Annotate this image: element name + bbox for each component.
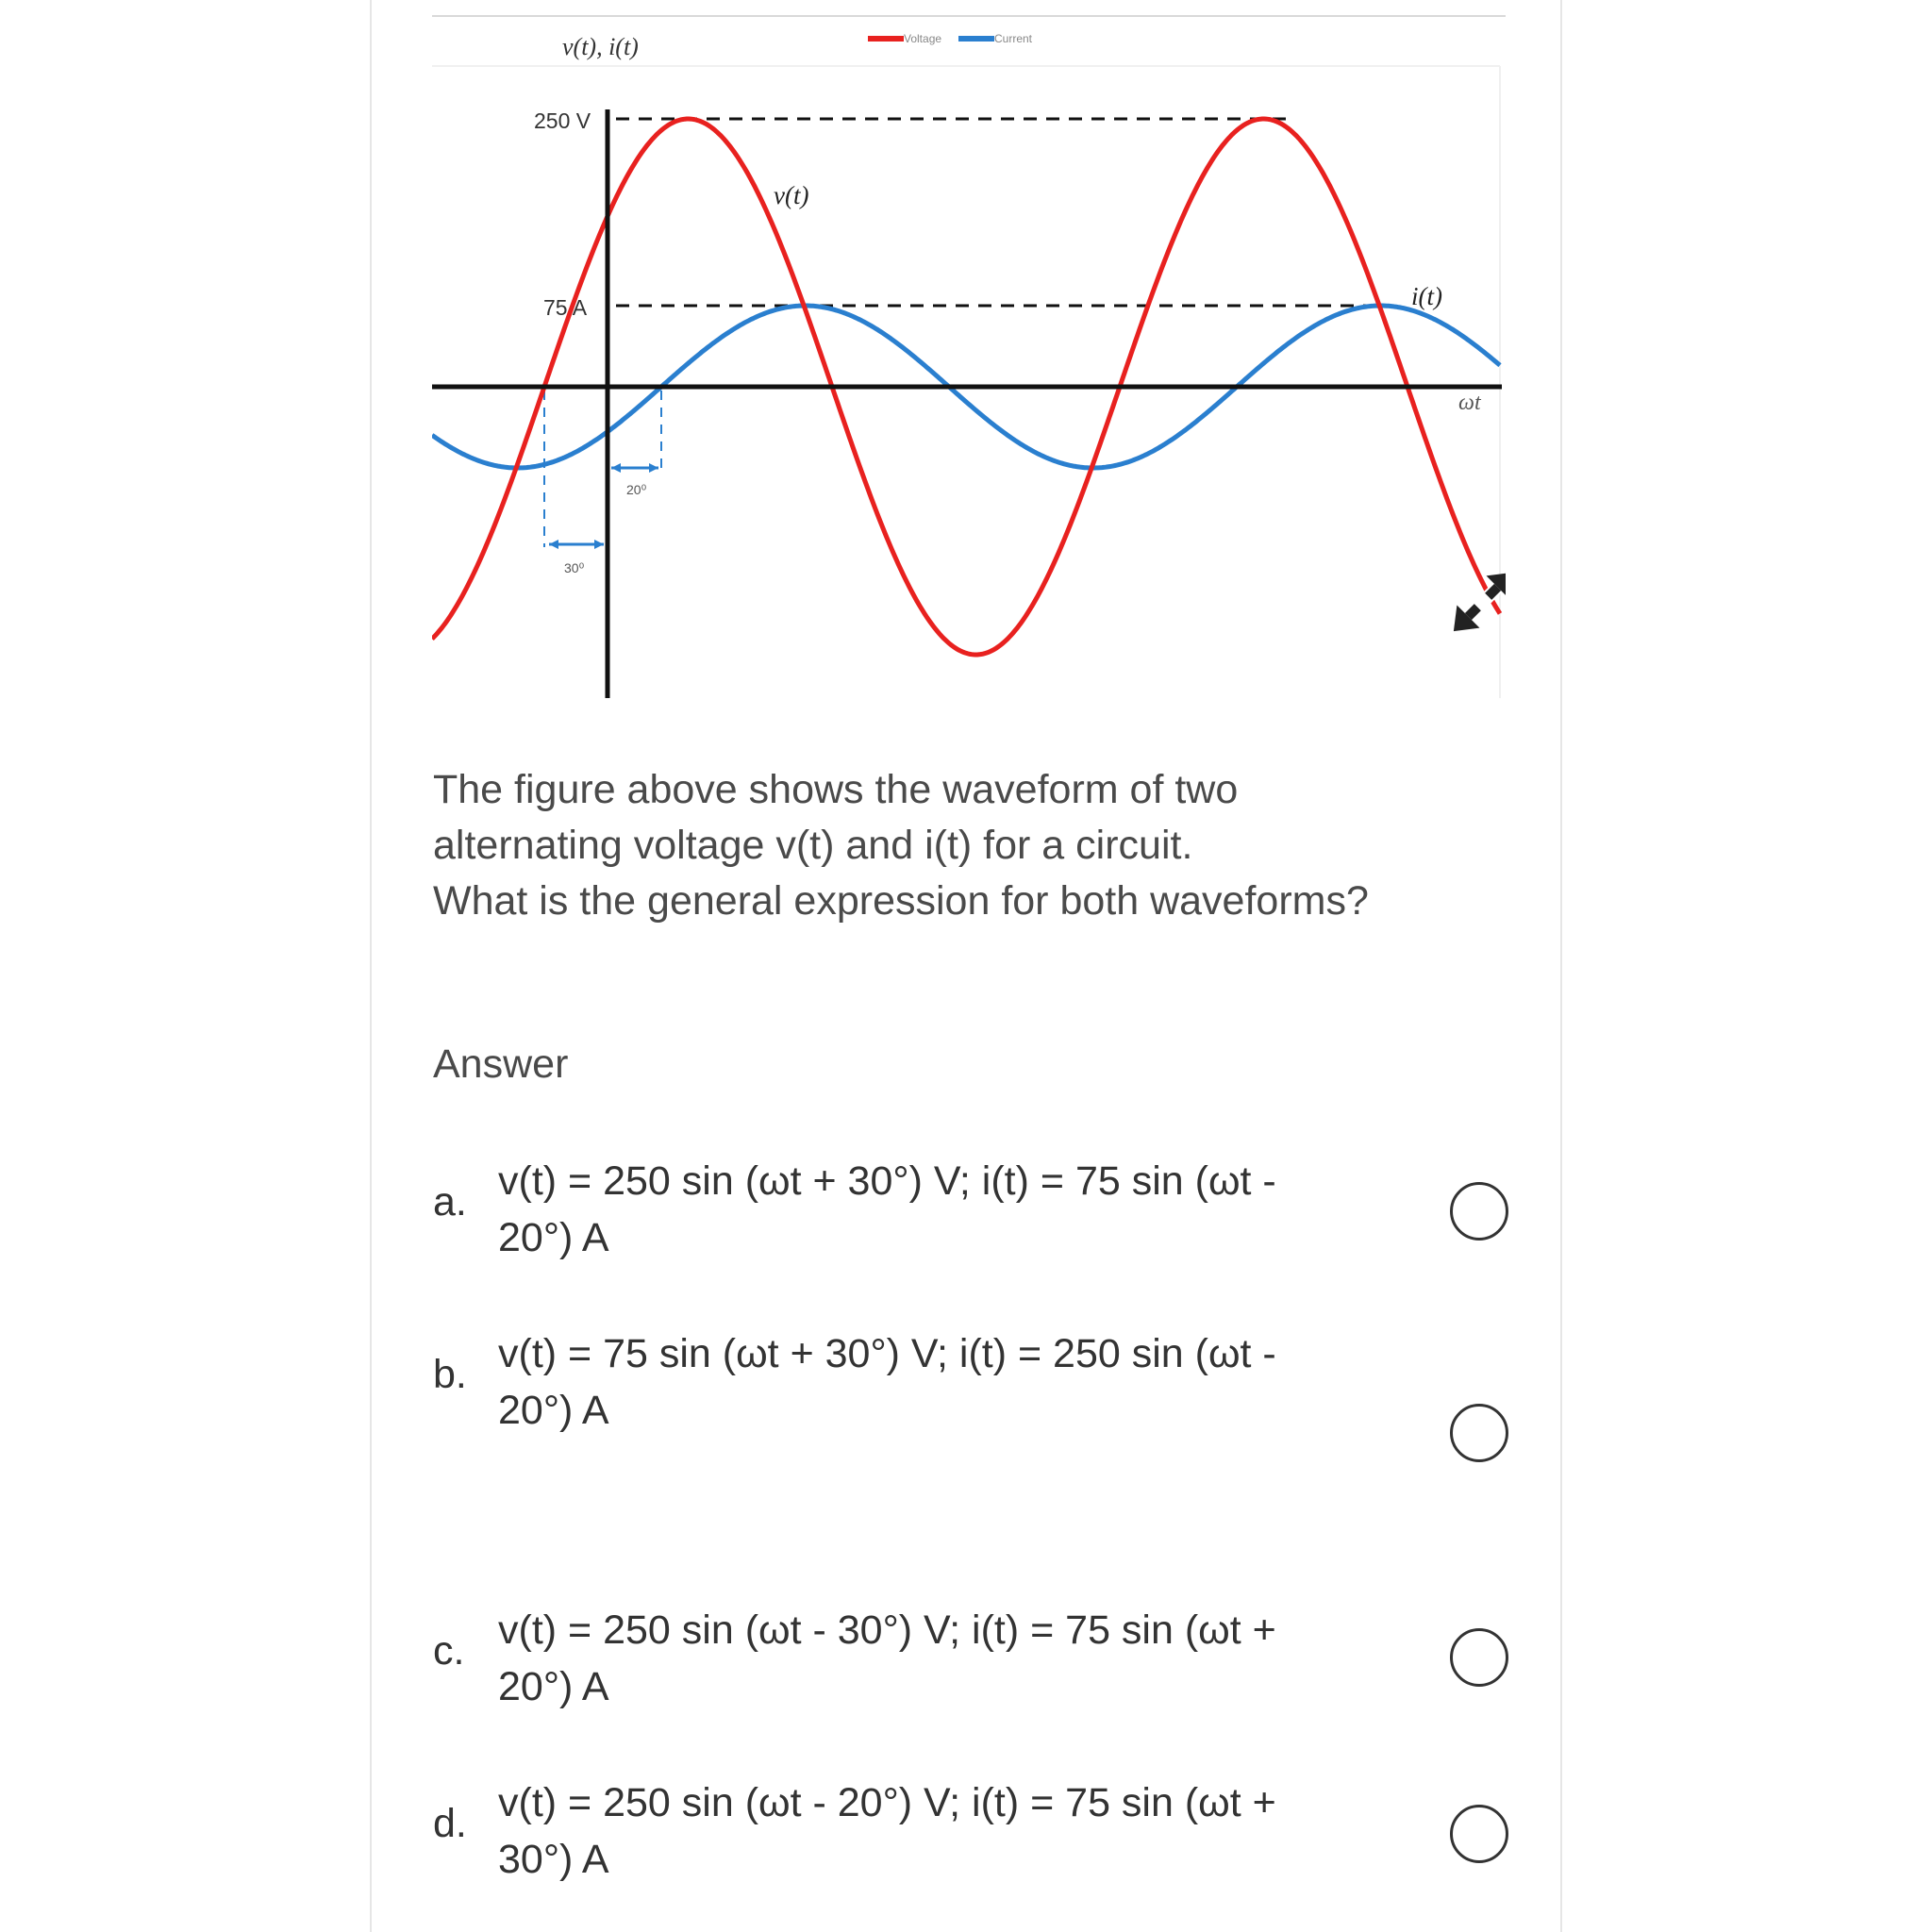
current-curve-label: i(t) <box>1411 282 1442 310</box>
option-text-line: 20°) A <box>498 1664 609 1709</box>
option-text-line: v(t) = 250 sin (ωt + 30°) V; i(t) = 75 sin (ωt - <box>498 1158 1276 1204</box>
waveform-figure <box>432 19 1506 708</box>
option-c-radio[interactable] <box>1450 1628 1508 1687</box>
option-text <box>498 1602 1366 1715</box>
option-letter: a. <box>433 1179 467 1224</box>
option-d-radio[interactable] <box>1450 1805 1508 1863</box>
option-text-line: v(t) = 75 sin (ωt + 30°) V; i(t) = 250 sin (ωt - <box>498 1331 1276 1376</box>
option-letter: d. <box>433 1801 467 1846</box>
option-text-line: 30°) A <box>498 1837 609 1882</box>
option-text-line: 20°) A <box>498 1388 609 1433</box>
current-phase-label: 20⁰ <box>626 482 647 497</box>
option-text <box>498 1153 1366 1266</box>
option-b-radio[interactable] <box>1450 1404 1508 1462</box>
question-text <box>433 762 1508 929</box>
option-a-radio[interactable] <box>1450 1182 1508 1241</box>
option-c[interactable] <box>433 1602 1508 1724</box>
option-text-line: v(t) = 250 sin (ωt - 20°) V; i(t) = 75 sin (ωt + <box>498 1780 1276 1825</box>
voltage-level-label: 250 V <box>534 108 591 133</box>
legend-current-label: Current <box>994 32 1033 45</box>
expand-arrows-icon[interactable] <box>1442 561 1506 642</box>
divider <box>432 15 1506 17</box>
option-a[interactable] <box>433 1153 1508 1275</box>
question-line: alternating voltage v(t) and i(t) for a circuit. <box>433 823 1193 868</box>
voltage-curve-label: v(t) <box>774 181 809 209</box>
x-axis-label: ωt <box>1458 391 1481 415</box>
legend-voltage-label: Voltage <box>904 32 942 45</box>
option-text <box>498 1774 1366 1888</box>
question-line: What is the general expression for both waveforms? <box>433 878 1369 924</box>
option-letter: b. <box>433 1352 467 1397</box>
option-text-line: 20°) A <box>498 1215 609 1260</box>
answer-label: Answer <box>433 1041 569 1087</box>
option-b[interactable] <box>433 1325 1508 1448</box>
option-text-line: v(t) = 250 sin (ωt - 30°) V; i(t) = 75 sin (ωt + <box>498 1607 1276 1653</box>
option-letter: c. <box>433 1628 465 1674</box>
option-text <box>498 1325 1366 1439</box>
y-axis-label: v(t), i(t) <box>562 33 639 60</box>
waveform-svg <box>432 19 1506 708</box>
question-line: The figure above shows the waveform of two <box>433 767 1239 812</box>
voltage-phase-label: 30⁰ <box>564 560 585 575</box>
option-d[interactable] <box>433 1774 1508 1897</box>
current-level-label: 75 A <box>543 295 588 320</box>
